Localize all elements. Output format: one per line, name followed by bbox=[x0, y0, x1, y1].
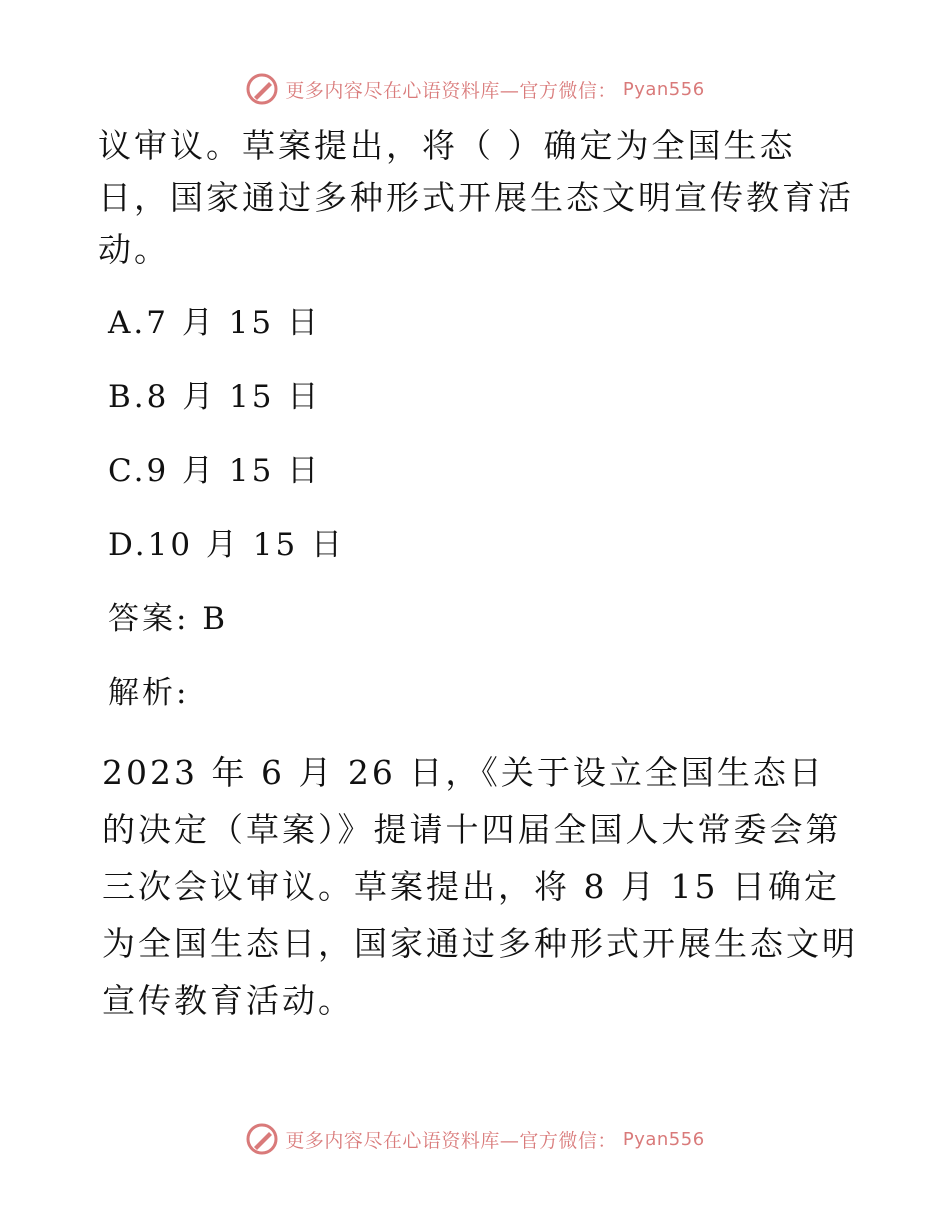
analysis-label: 解析: bbox=[108, 675, 190, 711]
question-stem: 议审议。草案提出，将（ ）确定为全国生态日，国家通过多种形式开展生态文明宣传教育活动。 bbox=[98, 126, 854, 269]
option-b: B.8 月 15 日 bbox=[108, 379, 322, 415]
option-a: A.7 月 15 日 bbox=[108, 305, 321, 341]
pen-seal-icon bbox=[245, 72, 279, 106]
watermark-id: Pyan556 bbox=[622, 1128, 705, 1150]
analysis-text: 2023 年 6 月 26 日，《关于设立全国生态日的决定（草案）》提请十四届全国人大常委会第三次会议审议。草案提出，将 8 月 15 日确定为全国生态日，国家通过多种形式开展生态文明宣传教育活动。 bbox=[102, 753, 858, 1020]
watermark-text: 更多内容尽在心语资料库—官方微信： bbox=[285, 79, 617, 102]
question-content bbox=[98, 120, 858, 1029]
pen-seal-icon bbox=[245, 1122, 279, 1156]
watermark-text: 更多内容尽在心语资料库—官方微信： bbox=[285, 1129, 617, 1152]
option-d: D.10 月 15 日 bbox=[108, 527, 346, 563]
answer-line: 答案: B bbox=[108, 601, 229, 637]
option-c: C.9 月 15 日 bbox=[108, 453, 322, 489]
watermark-footer bbox=[0, 1122, 950, 1156]
watermark-header bbox=[0, 72, 950, 106]
watermark-id: Pyan556 bbox=[622, 78, 705, 100]
